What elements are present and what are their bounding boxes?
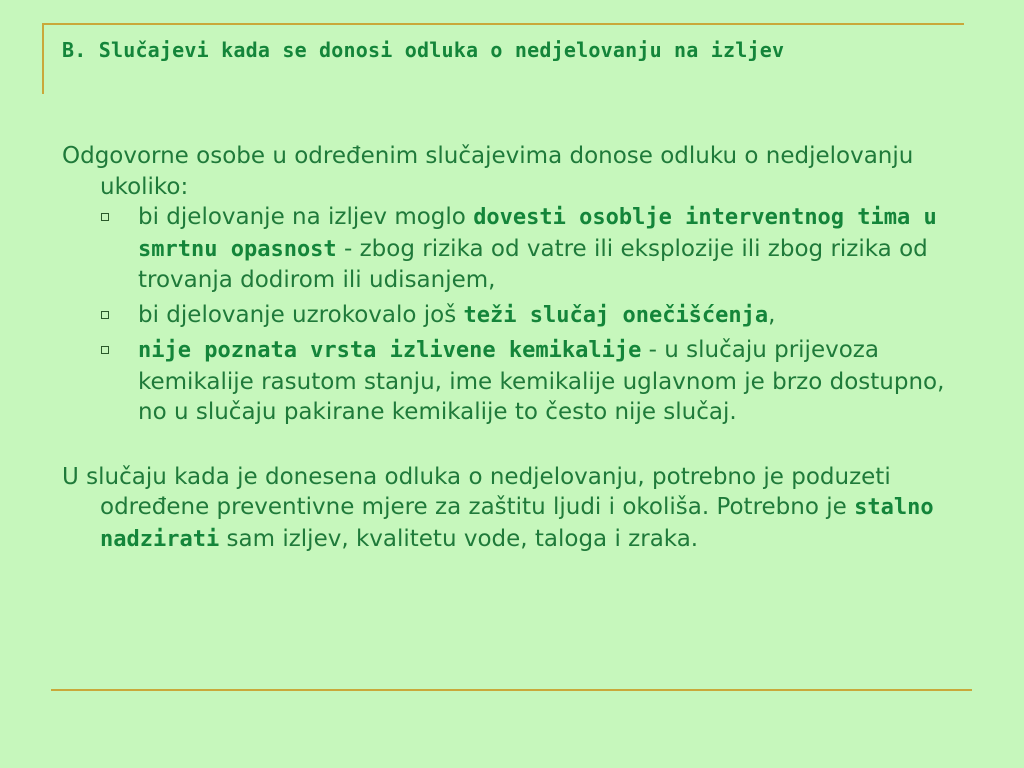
bullet-text: bi djelovanje na izljev moglo: [138, 204, 474, 230]
hollow-square-bullet-icon: [101, 213, 109, 221]
bullet-list: [62, 202, 972, 428]
bullet-text: bi djelovanje uzrokovalo još: [138, 301, 464, 328]
hollow-square-bullet-icon: [101, 346, 109, 354]
bullet-text: - u slučaju prijevoza kemikalije rasutom stanju, ime kemikalije uglavnom je brzo dostupno, no u slučaju pakirane kemikalije to često nije slučaj.: [138, 337, 945, 425]
bullet-item: [138, 335, 972, 428]
intro-paragraph: Odgovorne osobe u određenim slučajevima donose odluku o nedjelovanju ukoliko:: [62, 143, 914, 200]
slide-body: [62, 141, 972, 555]
conclusion-paragraph: [62, 462, 972, 556]
bullet-emphasis: teži slučaj onečišćenja: [463, 302, 769, 328]
paragraph-spacer: [62, 432, 972, 462]
bullet-item: [138, 300, 972, 332]
bottom-rule: [51, 689, 972, 691]
bullet-emphasis: nije poznata vrsta izlivene kemikalije: [138, 338, 642, 363]
bullet-text: - zbog rizika od vatre ili eksplozije ili zbog rizika od trovanja dodirom ili udisanjem,: [138, 235, 928, 293]
hollow-square-bullet-icon: [101, 311, 109, 319]
title-left-rule: [42, 23, 44, 94]
bullet-text: ,: [768, 301, 776, 328]
conclusion-text: U slučaju kada je donesena odluka o nedjelovanju, potrebno je poduzeti određene preventivne mjere za zaštitu ljudi i okoliša. Potrebno je: [62, 463, 891, 520]
bullet-item: [138, 202, 972, 296]
bullet-emphasis: dovesti osoblje interventnog tima u smrtnu opasnost: [138, 205, 937, 262]
slide-title: B. Slučajevi kada se donosi odluka o nedjelovanju na izljev: [62, 38, 785, 62]
conclusion-emphasis: stalno nadzirati: [100, 495, 934, 552]
conclusion-text: sam izljev, kvalitetu vode, taloga i zraka.: [219, 525, 699, 552]
title-top-rule: [42, 23, 964, 25]
